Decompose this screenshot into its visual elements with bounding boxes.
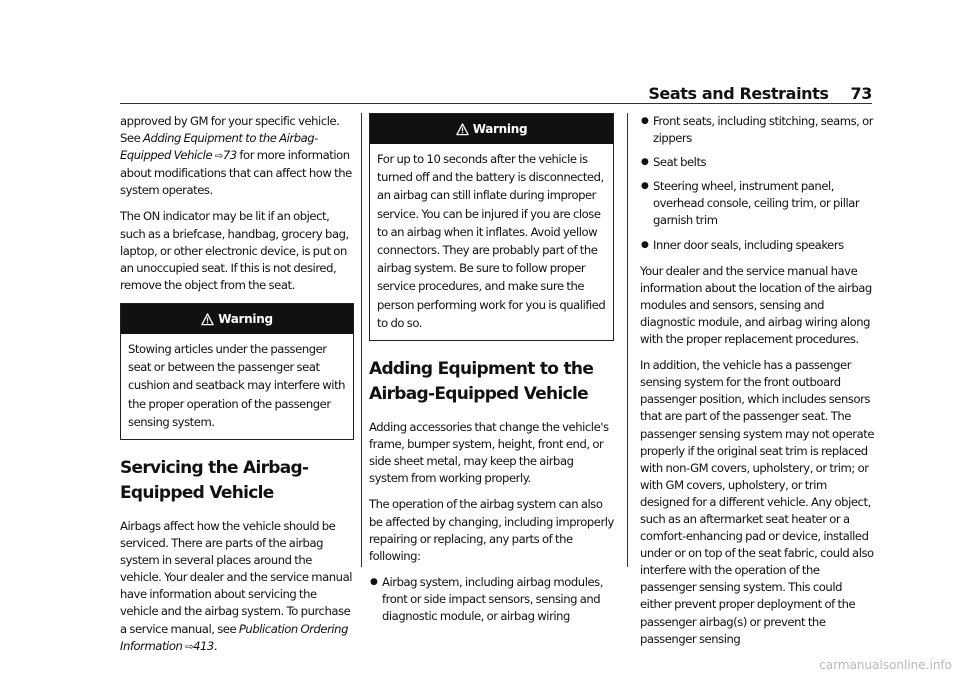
section-heading: Adding Equipment to the Airbag-Equipped Vehicle (369, 359, 594, 405)
list-item (640, 237, 876, 254)
bullet-icon: ● (641, 157, 649, 168)
arrow-right-icon: ⇨ (185, 641, 194, 653)
warning-box (120, 303, 354, 440)
text: . (213, 638, 218, 653)
cross-reference-page[interactable]: 73 (222, 148, 237, 163)
paragraph: In addition, the vehicle has a passenger sensing system for the front outboard passenger position, which includes sensors that are part of the passenger seat. The passenger sensing system may not operate properly if the original seat trim is replaced with non-GM covers, upholstery, or trim; or with GM covers, upholstery, or trim designed for a different vehicle. Any object, such as an aftermarket seat heater or a comfort-enhancing pad or device, installed under or on top of the seat fabric, could also interfere with the operation of the passenger sensing system. This could either prevent proper deployment of the passenger airbag(s) or prevent the passenger sensing (640, 358, 874, 646)
warning-text: Stowing articles under the passenger seat or between the passenger seat cushion and seatback may interfere with the proper operation of the passenger sensing system. (128, 341, 346, 429)
warning-triangle-icon (201, 313, 214, 326)
warning-text: For up to 10 seconds after the vehicle is turned off and the battery is disconnected, an airbag can still inflate during improper service. You can be injured if you are close to an airbag when it inflates. Avoid yellow connectors. They are probably part of the airbag system. Be sure to follow proper service procedures, and make sure the person performing work for you is qualified to do so. (377, 152, 606, 330)
header-rule (120, 103, 872, 104)
cross-reference-page[interactable]: 413 (193, 638, 214, 653)
list-item-text: Front seats, including stitching, seams, or zippers (653, 114, 874, 146)
warning-title: Warning (472, 122, 528, 136)
warning-box (369, 113, 614, 341)
column-divider-left (361, 113, 362, 567)
paragraph: The ON indicator may be lit if an object, such as a briefcase, handbag, grocery bag, laptop, or other electronic device, is put on an unoccupied seat. If this is not desired, remove the object from the seat. (120, 209, 349, 292)
paragraph: Adding accessories that change the vehicle's frame, bumper system, height, front end, or side sheet metal, may keep the airbag system from working properly. (369, 420, 609, 486)
warning-triangle-icon (456, 123, 469, 136)
warning-header (370, 114, 613, 144)
running-header (648, 84, 872, 103)
list-item-text: Airbag system, including airbag modules, front or side impact sensors, sensing and diagnostic module, or airbag wiring (382, 574, 603, 623)
bullet-icon: ● (370, 576, 378, 587)
text: approved by GM for your specific vehicle. See (120, 114, 340, 146)
section-heading: Servicing the Airbag-Equipped Vehicle (120, 457, 309, 503)
warning-title: Warning (218, 311, 273, 326)
bullet-icon: ● (641, 181, 649, 192)
list-item (369, 574, 614, 625)
text: for more information about modifications that can affect how the system operates. (120, 148, 352, 198)
list-item (640, 113, 876, 147)
list-item (640, 178, 876, 229)
watermark: carmanualsonline.info (819, 658, 952, 672)
bullet-list (640, 113, 876, 254)
paragraph: The operation of the airbag system can also be affected by changing, including improperly repairing or replacing, any parts of the following: (369, 497, 614, 563)
column-divider-right (627, 113, 628, 567)
bullet-icon: ● (641, 239, 649, 250)
column-left (120, 113, 354, 665)
paragraph: Your dealer and the service manual have information about the location of the airbag modules and sensors, sensing and diagnostic module, and airbag wiring along with the proper replacement procedures. (640, 263, 872, 347)
cross-reference-link[interactable]: Adding Equipment to the Airbag-Equipped Vehicle (120, 131, 318, 163)
warning-header (121, 304, 353, 334)
bullet-list (369, 574, 614, 625)
list-item (640, 154, 876, 171)
cross-reference-link[interactable]: Publication Ordering Information (120, 621, 348, 653)
paragraph (120, 518, 354, 656)
column-right (640, 113, 876, 657)
bullet-icon: ● (641, 116, 649, 126)
section-title: Seats and Restraints (648, 84, 829, 103)
list-item-text: Steering wheel, instrument panel, overhead console, ceiling trim, or pillar garnish trim (653, 179, 860, 228)
arrow-right-icon: ⇨ (214, 151, 223, 163)
column-middle (369, 113, 614, 634)
paragraph (120, 113, 354, 199)
text: Airbags affect how the vehicle should be serviced. There are parts of the airbag system in several places around the vehicle. Your dealer and the service manual have information about servicing the vehicle and the airbag system. To purchase a service manual, see (120, 518, 352, 636)
list-item-text: Inner door seals, including speakers (653, 237, 844, 252)
page-number: 73 (850, 84, 872, 103)
list-item-text: Seat belts (653, 155, 707, 170)
